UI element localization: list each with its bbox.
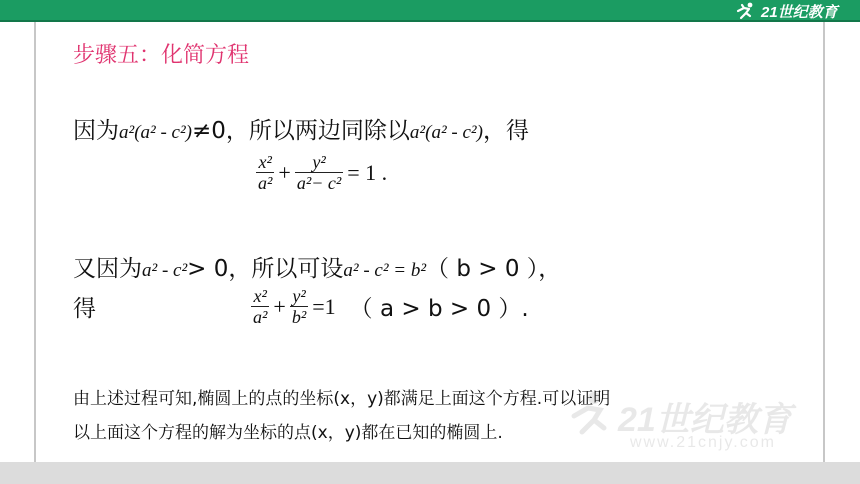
line3-condition: （ a > b > 0 ）.	[349, 296, 529, 322]
line1-prefix: 因为	[73, 118, 119, 144]
statement-line-1	[73, 112, 529, 145]
statement-line-3	[73, 286, 529, 327]
runner-icon	[735, 2, 757, 20]
paragraph-line-2: 以上面这个方程的解为坐标的点(x，y)都在已知的椭圆上.	[73, 423, 503, 443]
paragraph-line-1: 由上述过程可知,椭圆上的点的坐标(x，y)都满足上面这个方程.可以证明	[73, 389, 611, 409]
watermark-url: www.21cnjy.com	[630, 434, 776, 451]
plus-sign-2: +	[273, 293, 286, 319]
equals-one-2: =1	[312, 293, 336, 319]
line1-not-equal: ≠0，所以两边同除以	[192, 118, 410, 144]
frac3-numerator: x²	[253, 286, 267, 306]
line1-expr1: a²(a² - c²)	[119, 122, 193, 143]
watermark-text: 21世纪教育	[618, 401, 792, 439]
frac1-numerator: x²	[258, 152, 272, 172]
watermark-logo	[570, 388, 840, 458]
header-bar-edge	[0, 20, 860, 22]
frac4-numerator: y²	[292, 286, 306, 306]
frac3-denominator: a²	[253, 307, 268, 327]
footer-bar	[0, 462, 860, 484]
line2-greater: > 0，所以可设	[187, 256, 344, 282]
frac1-denominator: a²	[258, 173, 273, 193]
step-title: 步骤五：化简方程	[73, 43, 250, 68]
line3-prefix: 得	[73, 296, 96, 322]
line1-tail: ，得	[482, 118, 529, 144]
header-bar	[0, 0, 860, 22]
equation-1	[256, 152, 391, 193]
fraction-y-over-b	[290, 286, 308, 327]
line2-expr2: a² - c² = b²	[343, 260, 427, 281]
line2-expr1: a² - c²	[142, 260, 188, 281]
frac2-numerator: y²	[312, 152, 326, 172]
fraction-x-over-a	[256, 152, 274, 193]
equals-one: = 1 .	[347, 159, 388, 185]
logo-text: 21世纪教育	[761, 3, 838, 21]
brand-logo	[735, 1, 838, 21]
fraction-x-over-a-2	[251, 286, 269, 327]
line1-expr2: a²(a² - c²)	[409, 122, 483, 143]
line2-prefix: 又因为	[73, 256, 142, 282]
fraction-y-over-a2-c2	[295, 152, 343, 193]
frac4-denominator: b²	[291, 307, 307, 327]
left-border-line	[34, 22, 36, 462]
statement-line-2	[73, 250, 561, 283]
frac2-denominator: a²− c²	[296, 173, 342, 193]
line2-condition: （ b > 0 ），	[426, 256, 562, 282]
plus-sign: +	[278, 159, 291, 185]
